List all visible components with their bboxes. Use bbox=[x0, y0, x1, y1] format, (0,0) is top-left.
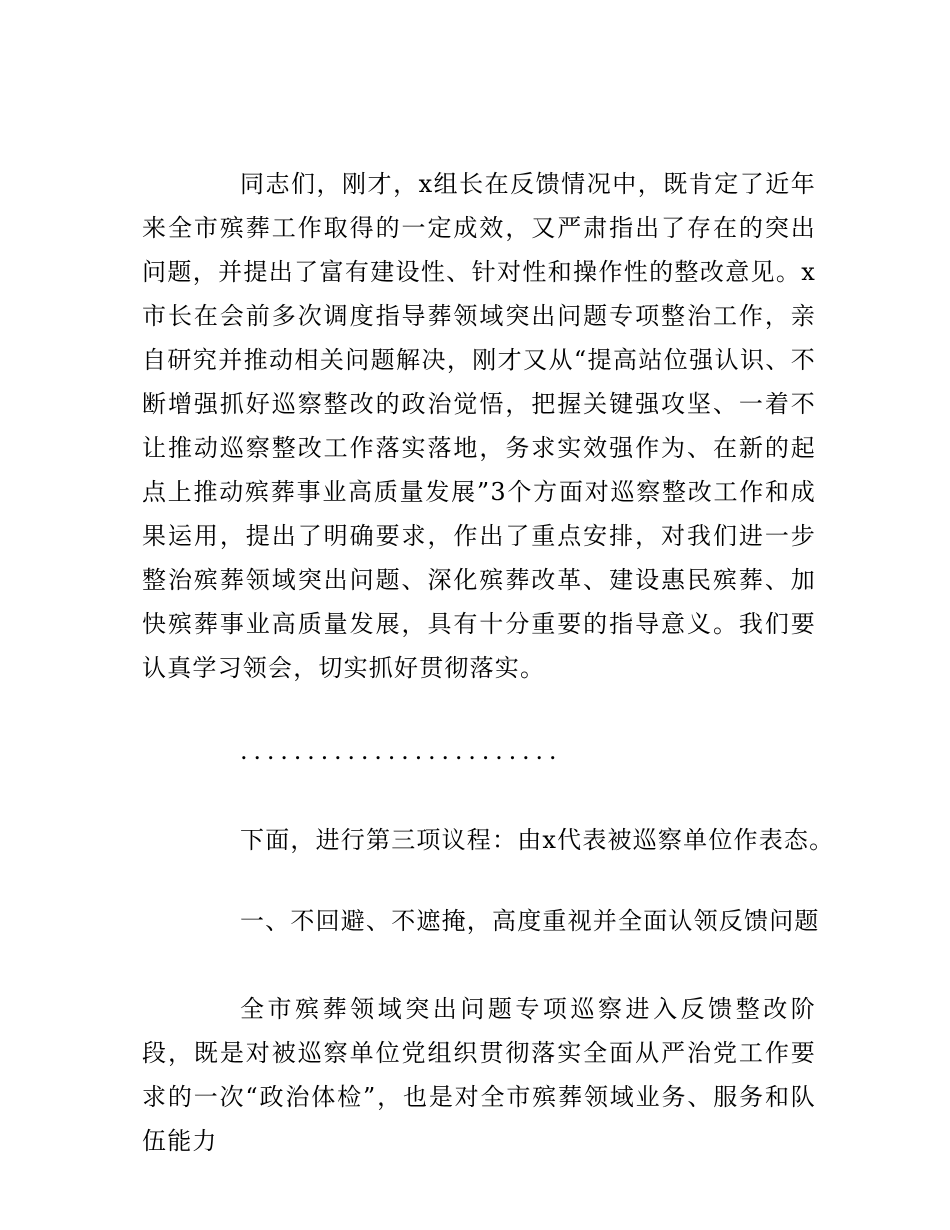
ellipsis-divider: ........................ bbox=[240, 737, 563, 765]
paragraph-opening-remarks: 同志们，刚才，x组长在反馈情况中，既肯定了近年来全市殡葬工作取得的一定成效，又严肃指出了存在的突出问题，并提出了富有建设性、针对性和操作性的整改意见。x市长在会前多次调度指导葬领域突出问题专项整治工作，亲自研究并推动相关问题解决，刚才又从“提高站位强认识、不断增强抓好巡察整改的政治觉悟，把握关键强攻坚、一着不让推动巡察整改工作落实落地，务求实效强作为、在新的起点上推动殡葬事业高质量发展”3个方面对巡察整改工作和成果运用，提出了明确要求，作出了重点安排，对我们进一步整治殡葬领域突出问题、深化殡葬改革、建设惠民殡葬、加快殡葬事业高质量发展，具有十分重要的指导意义。我们要认真学习领会，切实抓好贯彻落实。 bbox=[142, 170, 816, 682]
paragraph-agenda-item: 下面，进行第三项议程：由x代表被巡察单位作表态。 bbox=[240, 826, 835, 854]
paragraph-section-body: 全市殡葬领域突出问题专项巡察进入反馈整改阶段，既是对被巡察单位党组织贯彻落实全面从严治党工作要求的一次“政治体检”，也是对全市殡葬领域业务、服务和队伍能力 bbox=[142, 995, 816, 1155]
section-heading: 一、不回避、不遮掩，高度重视并全面认领反馈问题 bbox=[240, 907, 820, 935]
